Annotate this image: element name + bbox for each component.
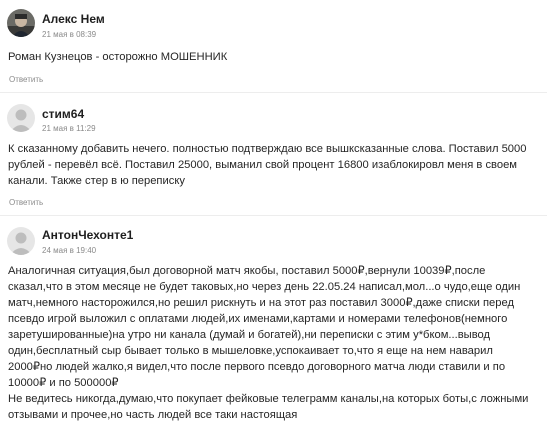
avatar[interactable] [7,227,35,255]
comment-text: К сказанному добавить нечего. полностью подтверждаю все вышксказанные слова. Поставил 5000 рублей - перевёл всё. Поставил 25000, выманил свой процент 16800 изаблокировл меня в своем канали. Также стер в ю переписку [8,143,527,187]
comment-author[interactable]: стим64 [42,107,85,121]
comment-text: Роман Кузнецов - осторожно МОШЕННИК [8,51,228,63]
divider [0,215,547,216]
avatar[interactable] [7,9,35,37]
avatar[interactable] [7,104,35,132]
default-avatar-icon [7,227,35,255]
comment-author[interactable]: АнтонЧехонте1 [42,228,134,242]
reply-link[interactable]: Ответить [9,75,44,84]
reply-link[interactable]: Ответить [9,198,44,207]
comment-date[interactable]: 24 мая в 19:40 [42,246,97,255]
divider [0,92,547,93]
comment-date[interactable]: 21 мая в 11:29 [42,124,96,133]
comment-text: Аналогичная ситуация,был договорной матч якобы, поставил 5000₽,вернули 10039₽,после сказал,что в этом месяце не будет таковых,но через день 22.05.24 написал,мол...о чудо,еще один матч,немного насторожился,но решил рискнуть и на этот раз поставил 3000₽,даже списки перед псевдо игрой выложил с оплатами людей,их именами,картами и номерами телефонов(немного заретушированные)на утро ни канала (думай и богатей),ни переписки с этим у*бком...вывод один,бесплатный сыр бывает только в мышеловке,успокаивает то,что я еще на нем наварил 2000₽но людей жалко,я видел,что после первого псевдо договорного матча люди ставили и по 10000₽ и по 500000₽ Не ведитесь никогда,думаю,что покупает фейковые телеграмм каналы,на которых боты,с ложными отзывами и прочее,но часть людей все таки настоящая [8,265,529,421]
comment-author[interactable]: Алекс Нем [42,12,105,26]
comment-date[interactable]: 21 мая в 08:39 [42,30,97,39]
user-photo-icon [7,9,35,37]
default-avatar-icon [7,104,35,132]
